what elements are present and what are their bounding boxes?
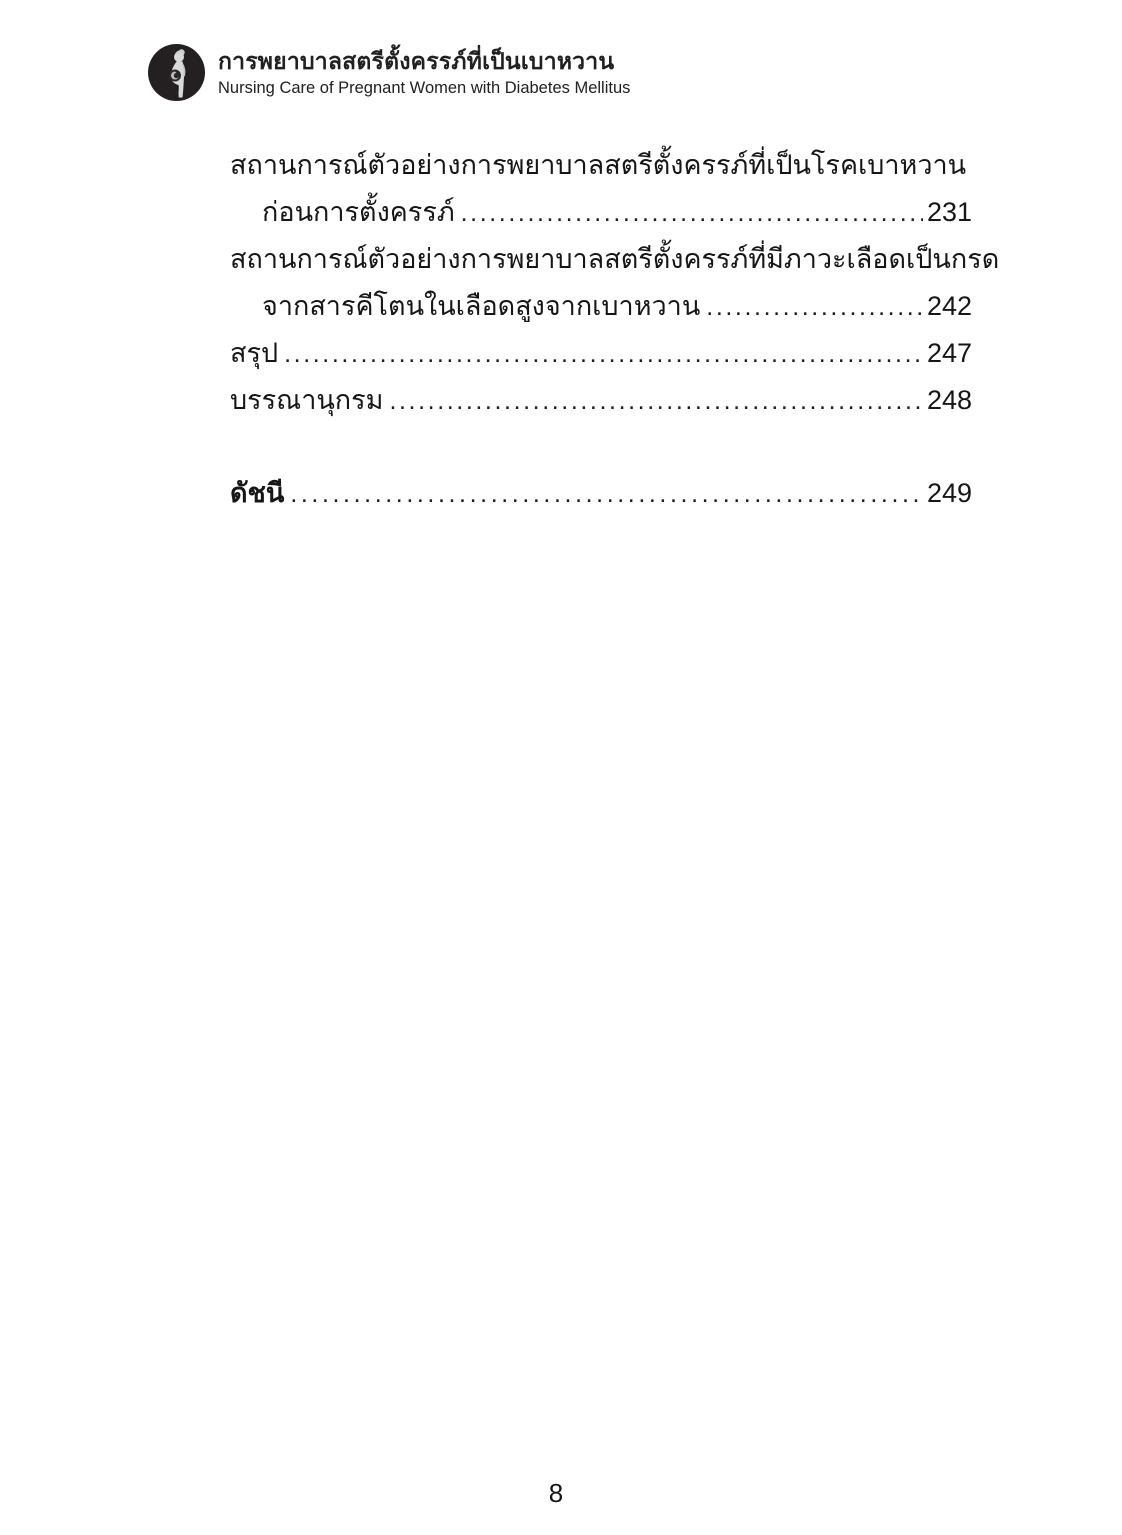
toc-entry-line <box>230 283 972 330</box>
book-title-english: Nursing Care of Pregnant Women with Diabetes Mellitus <box>218 79 631 98</box>
dot-leader <box>706 283 923 331</box>
toc-entry-title-continuation: จากสารคีโตนในเลือดสูงจากเบาหวาน <box>262 291 701 321</box>
toc-page-number: 247 <box>926 338 972 368</box>
toc-entry-line <box>230 236 1000 283</box>
header-titles <box>218 47 630 99</box>
toc-entry-title-continuation: ก่อนการตั้งครรภ์ <box>262 197 455 227</box>
toc-entry <box>230 470 972 517</box>
toc-entry-line <box>230 189 972 236</box>
toc-entry-line <box>230 470 972 517</box>
toc-page-number: 248 <box>926 385 972 415</box>
dot-leader <box>290 470 923 518</box>
toc-entry-line <box>230 142 972 189</box>
table-of-contents <box>230 142 1000 517</box>
footer-page-number: 8 <box>548 1478 564 1508</box>
toc-page-number: 231 <box>926 197 972 227</box>
toc-entry-title: สถานการณ์ตัวอย่างการพยาบาลสตรีตั้งครรภ์ที่เป็นโรคเบาหวาน <box>230 150 967 180</box>
book-header <box>148 44 630 101</box>
toc-page-number: 249 <box>926 478 972 508</box>
dot-leader <box>461 189 923 237</box>
book-title-thai: การพยาบาลสตรีตั้งครรภ์ที่เป็นเบาหวาน <box>218 47 615 74</box>
toc-entry <box>230 236 1000 330</box>
toc-entry-line <box>230 330 972 377</box>
toc-page-number: 242 <box>926 291 972 321</box>
pregnant-woman-icon <box>148 44 205 101</box>
toc-entry <box>230 377 972 424</box>
toc-entry-line <box>230 377 972 424</box>
toc-entry <box>230 142 972 236</box>
toc-entry-title: บรรณานุกรม <box>230 385 384 415</box>
dot-leader <box>284 330 923 378</box>
toc-entry-title: สถานการณ์ตัวอย่างการพยาบาลสตรีตั้งครรภ์ที่มีภาวะเลือดเป็นกรด <box>230 244 1000 274</box>
toc-entry-title: สรุป <box>230 338 279 368</box>
page-footer <box>0 1478 1112 1509</box>
dot-leader <box>389 377 922 425</box>
toc-entry-title: ดัชนี <box>230 478 285 508</box>
toc-entry <box>230 330 972 377</box>
